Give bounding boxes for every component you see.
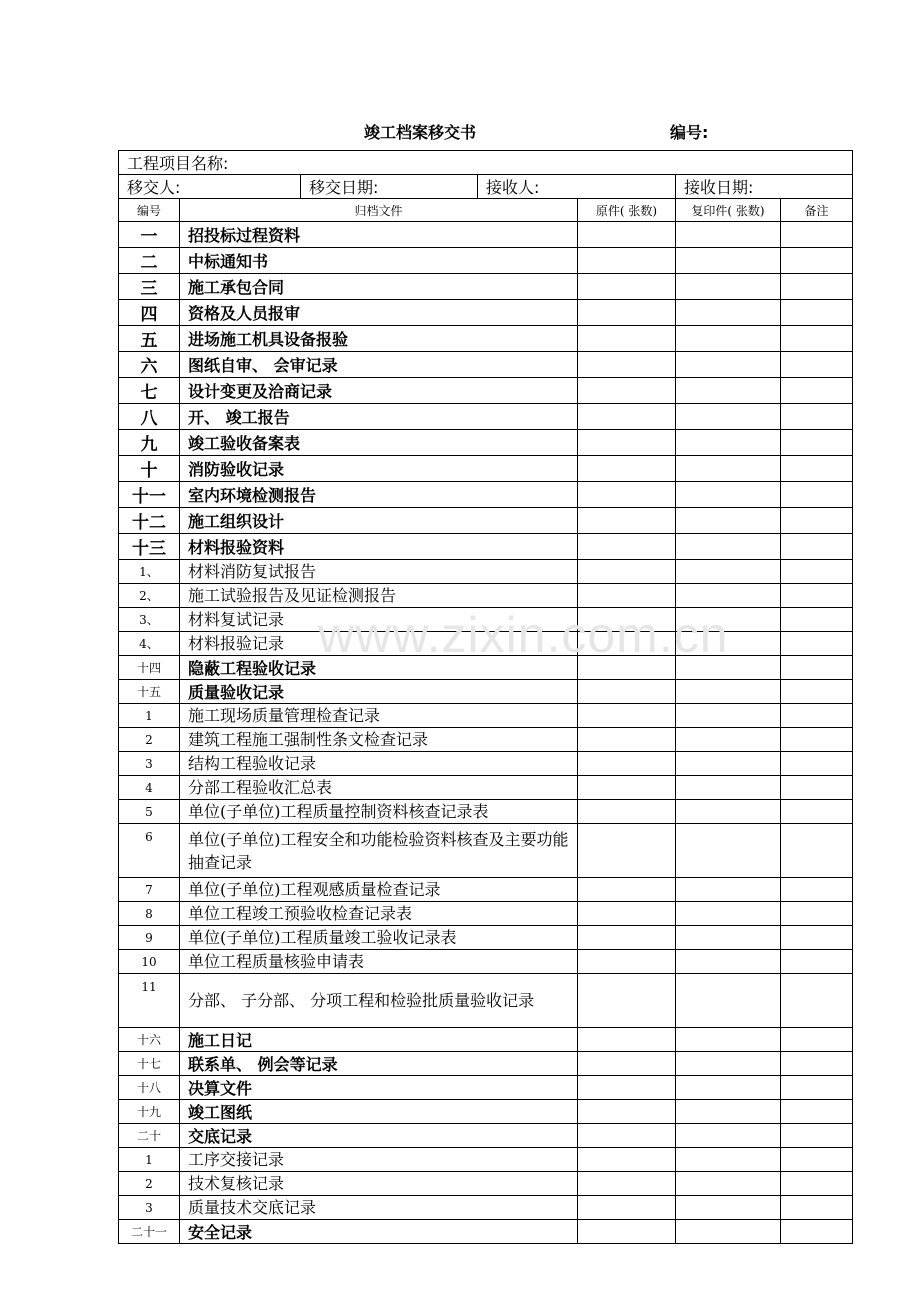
row-number: 二十一 (119, 1220, 180, 1244)
remark-cell[interactable] (781, 878, 853, 902)
row-title: 资格及人员报审 (180, 300, 578, 326)
row-title: 竣工图纸 (180, 1100, 578, 1124)
table-row (119, 508, 853, 534)
row-title: 开、 竣工报告 (180, 404, 578, 430)
copy-count-cell[interactable] (676, 902, 781, 926)
project-name-label: 工程项目名称: (119, 151, 853, 175)
row-title: 安全记录 (180, 1220, 578, 1244)
row-number: 1 (119, 1148, 180, 1172)
table-row (119, 1100, 853, 1124)
row-title: 室内环境检测报告 (180, 482, 578, 508)
original-count-cell[interactable] (578, 352, 676, 378)
remark-cell[interactable] (781, 430, 853, 456)
row-number: 七 (119, 378, 180, 404)
copy-count-cell[interactable] (676, 248, 781, 274)
row-number: 6 (119, 824, 180, 878)
row-title: 进场施工机具设备报验 (180, 326, 578, 352)
original-count-cell[interactable] (578, 974, 676, 1028)
copy-count-cell[interactable] (676, 534, 781, 560)
remark-cell[interactable] (781, 274, 853, 300)
row-number: 六 (119, 352, 180, 378)
row-title: 施工承包合同 (180, 274, 578, 300)
table-row (119, 560, 853, 584)
row-number: 3 (119, 752, 180, 776)
original-count-cell[interactable] (578, 902, 676, 926)
copy-count-cell[interactable] (676, 776, 781, 800)
copy-count-cell[interactable] (676, 974, 781, 1028)
remark-cell[interactable] (781, 482, 853, 508)
copy-count-cell[interactable] (676, 1052, 781, 1076)
remark-cell[interactable] (781, 534, 853, 560)
row-number: 二十 (119, 1124, 180, 1148)
row-title: 工序交接记录 (180, 1148, 578, 1172)
table-row (119, 824, 853, 878)
row-title: 招投标过程资料 (180, 222, 578, 248)
row-number: 2 (119, 728, 180, 752)
column-header-file: 归档文件 (180, 199, 578, 222)
table-row (119, 430, 853, 456)
original-count-cell[interactable] (578, 632, 676, 656)
copy-count-cell[interactable] (676, 680, 781, 704)
column-header-copy: 复印件( 张数) (676, 199, 781, 222)
row-number: 8 (119, 902, 180, 926)
table-row (119, 776, 853, 800)
document-number-label: 编号: (670, 123, 709, 142)
remark-cell[interactable] (781, 560, 853, 584)
row-number: 八 (119, 404, 180, 430)
row-title: 施工组织设计 (180, 508, 578, 534)
row-number: 4 (119, 776, 180, 800)
table-row (119, 926, 853, 950)
copy-count-cell[interactable] (676, 656, 781, 680)
copy-count-cell[interactable] (676, 728, 781, 752)
row-number: 3 (119, 1196, 180, 1220)
original-count-cell[interactable] (578, 1052, 676, 1076)
table-row (119, 1124, 853, 1148)
original-count-cell[interactable] (578, 1196, 676, 1220)
table-row (119, 1052, 853, 1076)
row-title: 单位(子单位)工程安全和功能检验资料核查及主要功能抽查记录 (180, 824, 578, 878)
table-row (119, 680, 853, 704)
table-row (119, 632, 853, 656)
copy-count-cell[interactable] (676, 1172, 781, 1196)
table-row (119, 584, 853, 608)
remark-cell[interactable] (781, 776, 853, 800)
original-count-cell[interactable] (578, 800, 676, 824)
table-row (119, 352, 853, 378)
remark-cell[interactable] (781, 508, 853, 534)
remark-cell[interactable] (781, 1172, 853, 1196)
original-count-cell[interactable] (578, 560, 676, 584)
row-title: 单位(子单位)工程质量控制资料核查记录表 (180, 800, 578, 824)
row-number: 九 (119, 430, 180, 456)
row-number: 十六 (119, 1028, 180, 1052)
original-count-cell[interactable] (578, 1076, 676, 1100)
remark-cell[interactable] (781, 1100, 853, 1124)
receive-date-label: 接收日期: (676, 175, 853, 199)
copy-count-cell[interactable] (676, 1100, 781, 1124)
row-title: 中标通知书 (180, 248, 578, 274)
original-count-cell[interactable] (578, 456, 676, 482)
original-count-cell[interactable] (578, 680, 676, 704)
row-title: 消防验收记录 (180, 456, 578, 482)
row-number: 十三 (119, 534, 180, 560)
copy-count-cell[interactable] (676, 508, 781, 534)
table-row (119, 608, 853, 632)
original-count-cell[interactable] (578, 248, 676, 274)
copy-count-cell[interactable] (676, 950, 781, 974)
table-row (119, 248, 853, 274)
table-row (119, 222, 853, 248)
remark-cell[interactable] (781, 926, 853, 950)
original-count-cell[interactable] (578, 1100, 676, 1124)
remark-cell[interactable] (781, 1196, 853, 1220)
copy-count-cell[interactable] (676, 878, 781, 902)
row-title: 单位(子单位)工程质量竣工验收记录表 (180, 926, 578, 950)
original-count-cell[interactable] (578, 430, 676, 456)
original-count-cell[interactable] (578, 508, 676, 534)
row-title: 材料复试记录 (180, 608, 578, 632)
row-number: 1 (119, 704, 180, 728)
original-count-cell[interactable] (578, 752, 676, 776)
remark-cell[interactable] (781, 1220, 853, 1244)
copy-count-cell[interactable] (676, 404, 781, 430)
row-number: 十四 (119, 656, 180, 680)
copy-count-cell[interactable] (676, 704, 781, 728)
remark-cell[interactable] (781, 1052, 853, 1076)
remark-cell[interactable] (781, 248, 853, 274)
table-row (119, 378, 853, 404)
row-title: 施工现场质量管理检查记录 (180, 704, 578, 728)
remark-cell[interactable] (781, 404, 853, 430)
row-title: 质量验收记录 (180, 680, 578, 704)
copy-count-cell[interactable] (676, 824, 781, 878)
document-title: 竣工档案移交书 (364, 123, 477, 142)
row-title: 材料报验资料 (180, 534, 578, 560)
table-row (119, 974, 853, 1028)
table-row (119, 728, 853, 752)
row-title: 设计变更及洽商记录 (180, 378, 578, 404)
transfer-date-label: 移交日期: (301, 175, 478, 199)
copy-count-cell[interactable] (676, 1124, 781, 1148)
original-count-cell[interactable] (578, 326, 676, 352)
original-count-cell[interactable] (578, 926, 676, 950)
remark-cell[interactable] (781, 456, 853, 482)
row-title: 结构工程验收记录 (180, 752, 578, 776)
row-number: 10 (119, 950, 180, 974)
row-number: 三 (119, 274, 180, 300)
original-count-cell[interactable] (578, 950, 676, 974)
original-count-cell[interactable] (578, 534, 676, 560)
row-title: 施工试验报告及见证检测报告 (180, 584, 578, 608)
row-number: 十 (119, 456, 180, 482)
table-row (119, 534, 853, 560)
copy-count-cell[interactable] (676, 378, 781, 404)
remark-cell[interactable] (781, 378, 853, 404)
table-row (119, 1172, 853, 1196)
row-number: 2、 (119, 584, 180, 608)
remark-cell[interactable] (781, 752, 853, 776)
copy-count-cell[interactable] (676, 300, 781, 326)
row-number: 11 (119, 974, 180, 1028)
copy-count-cell[interactable] (676, 584, 781, 608)
row-title: 施工日记 (180, 1028, 578, 1052)
remark-cell[interactable] (781, 824, 853, 878)
row-number: 9 (119, 926, 180, 950)
copy-count-cell[interactable] (676, 482, 781, 508)
original-count-cell[interactable] (578, 878, 676, 902)
original-count-cell[interactable] (578, 300, 676, 326)
original-count-cell[interactable] (578, 1172, 676, 1196)
original-count-cell[interactable] (578, 404, 676, 430)
remark-cell[interactable] (781, 950, 853, 974)
copy-count-cell[interactable] (676, 222, 781, 248)
original-count-cell[interactable] (578, 824, 676, 878)
original-count-cell[interactable] (578, 1220, 676, 1244)
copy-count-cell[interactable] (676, 608, 781, 632)
row-number: 7 (119, 878, 180, 902)
original-count-cell[interactable] (578, 608, 676, 632)
copy-count-cell[interactable] (676, 1076, 781, 1100)
copy-count-cell[interactable] (676, 1196, 781, 1220)
row-number: 二 (119, 248, 180, 274)
row-number: 十九 (119, 1100, 180, 1124)
transferor-label: 移交人: (119, 175, 301, 199)
row-title: 图纸自审、 会审记录 (180, 352, 578, 378)
copy-count-cell[interactable] (676, 800, 781, 824)
original-count-cell[interactable] (578, 482, 676, 508)
row-title: 竣工验收备案表 (180, 430, 578, 456)
row-number: 十一 (119, 482, 180, 508)
row-number: 十七 (119, 1052, 180, 1076)
column-header-no: 编号 (119, 199, 180, 222)
row-title: 建筑工程施工强制性条文检查记录 (180, 728, 578, 752)
table-row (119, 274, 853, 300)
original-count-cell[interactable] (578, 1124, 676, 1148)
remark-cell[interactable] (781, 300, 853, 326)
remark-cell[interactable] (781, 632, 853, 656)
table-row (119, 326, 853, 352)
row-title: 质量技术交底记录 (180, 1196, 578, 1220)
original-count-cell[interactable] (578, 728, 676, 752)
table-row (119, 1220, 853, 1244)
remark-cell[interactable] (781, 656, 853, 680)
copy-count-cell[interactable] (676, 1028, 781, 1052)
row-title: 分部、 子分部、 分项工程和检验批质量验收记录 (180, 974, 578, 1028)
table-row (119, 1196, 853, 1220)
remark-cell[interactable] (781, 680, 853, 704)
remark-cell[interactable] (781, 222, 853, 248)
column-header-row (119, 199, 853, 222)
original-count-cell[interactable] (578, 1148, 676, 1172)
copy-count-cell[interactable] (676, 326, 781, 352)
table-row (119, 1148, 853, 1172)
remark-cell[interactable] (781, 584, 853, 608)
row-title: 单位工程质量核验申请表 (180, 950, 578, 974)
row-number: 2 (119, 1172, 180, 1196)
row-number: 4、 (119, 632, 180, 656)
row-title: 材料消防复试报告 (180, 560, 578, 584)
table-row (119, 704, 853, 728)
row-title: 分部工程验收汇总表 (180, 776, 578, 800)
original-count-cell[interactable] (578, 222, 676, 248)
copy-count-cell[interactable] (676, 560, 781, 584)
remark-cell[interactable] (781, 608, 853, 632)
remark-cell[interactable] (781, 1076, 853, 1100)
receiver-label: 接收人: (478, 175, 676, 199)
row-title: 交底记录 (180, 1124, 578, 1148)
remark-cell[interactable] (781, 1124, 853, 1148)
original-count-cell[interactable] (578, 274, 676, 300)
table-row (119, 456, 853, 482)
remark-cell[interactable] (781, 326, 853, 352)
column-header-original: 原件( 张数) (578, 199, 676, 222)
column-header-remark: 备注 (781, 199, 853, 222)
remark-cell[interactable] (781, 352, 853, 378)
remark-cell[interactable] (781, 1028, 853, 1052)
original-count-cell[interactable] (578, 584, 676, 608)
row-number: 五 (119, 326, 180, 352)
row-number: 一 (119, 222, 180, 248)
remark-cell[interactable] (781, 974, 853, 1028)
row-number: 5 (119, 800, 180, 824)
remark-cell[interactable] (781, 800, 853, 824)
copy-count-cell[interactable] (676, 1220, 781, 1244)
table-row (119, 950, 853, 974)
table-row (119, 902, 853, 926)
table-row (119, 1028, 853, 1052)
copy-count-cell[interactable] (676, 456, 781, 482)
archive-rows (119, 222, 853, 1244)
row-title: 单位工程竣工预验收检查记录表 (180, 902, 578, 926)
row-number: 十五 (119, 680, 180, 704)
copy-count-cell[interactable] (676, 430, 781, 456)
remark-cell[interactable] (781, 704, 853, 728)
row-number: 十八 (119, 1076, 180, 1100)
remark-cell[interactable] (781, 902, 853, 926)
copy-count-cell[interactable] (676, 352, 781, 378)
project-name-row (119, 151, 853, 175)
original-count-cell[interactable] (578, 378, 676, 404)
transfer-table (118, 150, 853, 1244)
row-title: 决算文件 (180, 1076, 578, 1100)
row-number: 3、 (119, 608, 180, 632)
copy-count-cell[interactable] (676, 274, 781, 300)
row-number: 1、 (119, 560, 180, 584)
watermark: www.zixin.com.cn (318, 607, 729, 663)
original-count-cell[interactable] (578, 776, 676, 800)
original-count-cell[interactable] (578, 704, 676, 728)
remark-cell[interactable] (781, 1148, 853, 1172)
original-count-cell[interactable] (578, 1028, 676, 1052)
table-row (119, 752, 853, 776)
table-row (119, 1076, 853, 1100)
row-title: 单位(子单位)工程观感质量检查记录 (180, 878, 578, 902)
table-row (119, 482, 853, 508)
row-title: 联系单、 例会等记录 (180, 1052, 578, 1076)
row-title: 隐蔽工程验收记录 (180, 656, 578, 680)
copy-count-cell[interactable] (676, 632, 781, 656)
table-row (119, 800, 853, 824)
copy-count-cell[interactable] (676, 1148, 781, 1172)
row-number: 四 (119, 300, 180, 326)
copy-count-cell[interactable] (676, 752, 781, 776)
row-title: 技术复核记录 (180, 1172, 578, 1196)
table-row (119, 300, 853, 326)
table-row (119, 656, 853, 680)
table-row (119, 878, 853, 902)
row-title: 材料报验记录 (180, 632, 578, 656)
copy-count-cell[interactable] (676, 926, 781, 950)
original-count-cell[interactable] (578, 656, 676, 680)
remark-cell[interactable] (781, 728, 853, 752)
transfer-info-row (119, 175, 853, 199)
table-row (119, 404, 853, 430)
row-number: 十二 (119, 508, 180, 534)
